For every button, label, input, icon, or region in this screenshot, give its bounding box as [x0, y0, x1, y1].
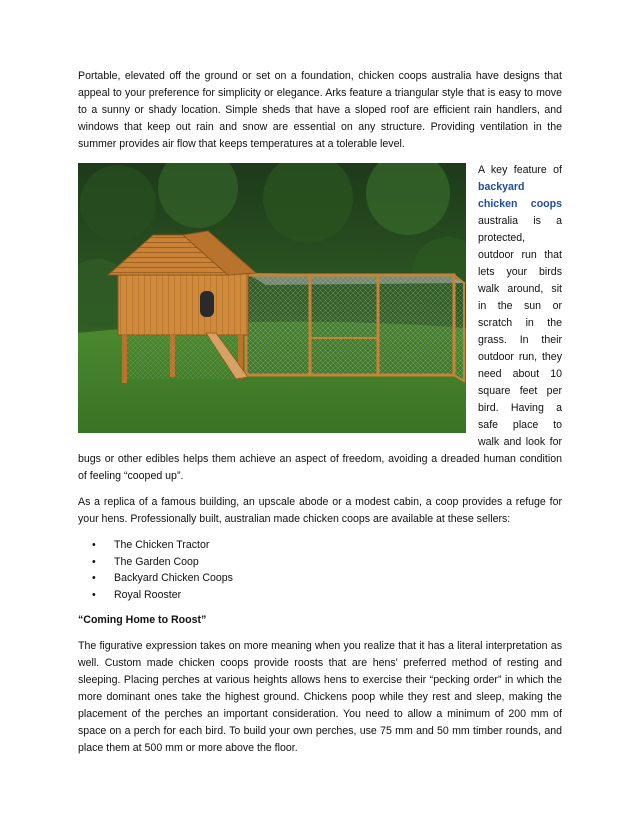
- list-item: [78, 570, 562, 587]
- seller-name: The Chicken Tractor: [114, 539, 210, 551]
- chicken-coop-photo: [78, 163, 466, 433]
- bullet-icon: •: [92, 588, 96, 601]
- feature-text-after-link: australia is a protected, outdoor run that lets your birds walk around, sit in the sun or scratch in the grass. In their outdoor run, they need about 10 square feet per bird. Having a safe place to walk and look for bugs or other edibles helps them achieve an aspect of freedom, avoiding a dreaded human condition of feeling “cooped up”.: [78, 215, 562, 482]
- sellers-list: [78, 537, 562, 603]
- intro-paragraph: Portable, elevated off the ground or set on a foundation, chicken coops australia have designs that appeal to your preference for simplicity or elegance. Arks feature a triangular style that is easy to move to a sunny or shady location. Simple sheds that have a sloped roof are efficient rain handlers, and windows that keep out rain and snow are essential on any structure. Providing ventilation in the summer provides air flow that keeps temperatures at a tolerable level.: [78, 70, 562, 150]
- seller-name: Royal Rooster: [114, 588, 182, 601]
- seller-name: Backyard Chicken Coops: [114, 572, 233, 585]
- list-item: [78, 537, 562, 554]
- section-heading: “Coming Home to Roost”: [78, 614, 207, 627]
- seller-name: The Garden Coop: [114, 555, 199, 568]
- document-page: [78, 68, 562, 766]
- list-item: [78, 587, 562, 604]
- bullet-icon: •: [92, 539, 96, 551]
- backyard-chicken-coops-link[interactable]: backyard chicken coops: [478, 181, 562, 210]
- feature-text-before-link: A key feature of: [478, 164, 562, 176]
- bullet-icon: •: [92, 572, 96, 585]
- list-item: [78, 554, 562, 571]
- bullet-icon: •: [92, 555, 96, 568]
- roost-paragraph: The figurative expression takes on more meaning when you realize that it has a literal interpretation as well. Custom made chicken coops provide roosts that are hens' preferred method of resting and sleeping. Placing perches at various heights allows hens to exercise their “pecking order” in which the more dominant ones take the highest ground. Chickens poop while they rest and sleep, making the placement of the perches an important consideration. You need to allow a minimum of 200 mm of space on a perch for each bird. To build your own perches, use 75 mm and 50 mm timber rounds, and place them at 500 mm or more above the floor.: [78, 640, 562, 755]
- replica-paragraph: As a replica of a famous building, an upscale abode or a modest cabin, a coop provides a refuge for your hens. Professionally built, australian made chicken coops are available at these sellers:: [78, 496, 562, 525]
